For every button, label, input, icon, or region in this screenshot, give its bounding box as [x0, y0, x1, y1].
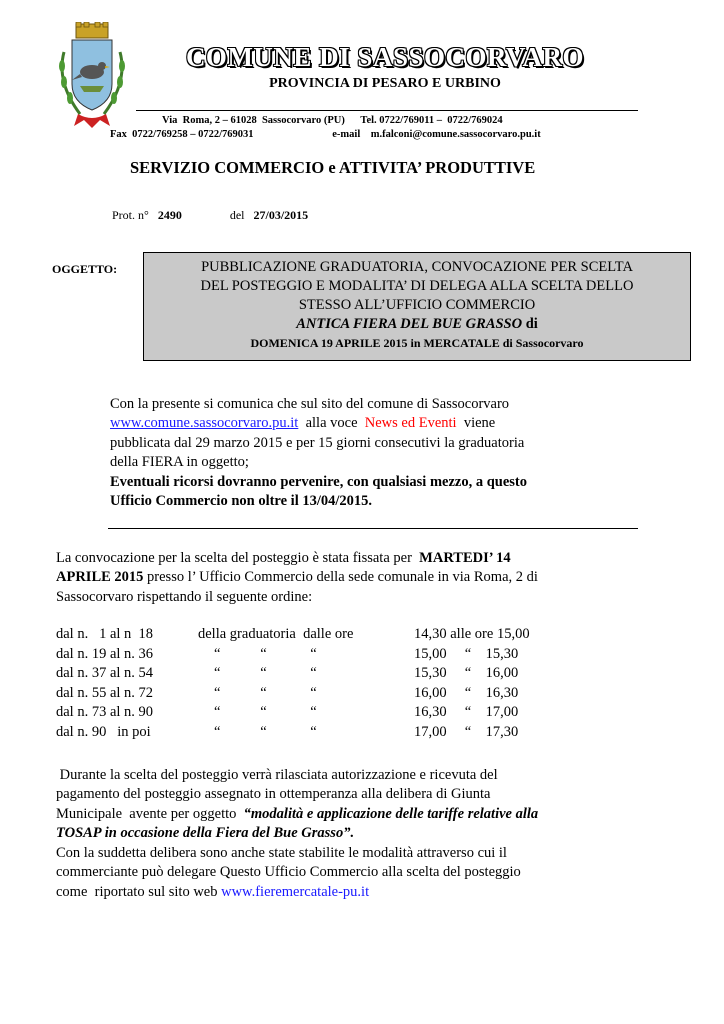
date-label: del: [229, 208, 245, 222]
schedule-row: [56, 626, 676, 646]
schedule-range: dal n. 55 al n. 72: [56, 684, 154, 701]
para2-line-1: [56, 549, 676, 569]
municipality-title: COMUNE DI SASSOCORVARO: [185, 42, 585, 72]
schedule-row: [56, 724, 676, 744]
schedule-mid: della graduatoria dalle ore: [198, 626, 354, 642]
schedule-list: [56, 626, 676, 743]
schedule-row: [56, 704, 676, 724]
schedule-mid: “ “ “: [214, 665, 317, 681]
schedule-time: 17,00 “ 17,30: [414, 723, 519, 740]
delibera-title: “modalità e applicazione delle tariffe relative alla: [243, 806, 539, 822]
schedule-time: 16,00 “ 16,30: [414, 684, 519, 701]
schedule-range: dal n. 37 al n. 54: [56, 665, 154, 681]
schedule-row: [56, 665, 676, 685]
subject-line-3: STESSO ALL’UFFICIO COMMERCIO: [298, 297, 536, 313]
para2-line-3: Sassocorvaro rispettando il seguente ordine:: [56, 589, 313, 605]
para1-line-1: Con la presente si comunica che sul sito del comune di Sassocorvaro: [110, 396, 510, 412]
subject-line-5: DOMENICA 19 APRILE 2015 in MERCATALE di Sassocorvaro: [250, 336, 584, 350]
para3-line-7: [56, 883, 676, 903]
convocation-month: APRILE 2015: [56, 569, 144, 585]
address-line-2: Fax 0722/769258 – 0722/769031 e-mail m.falconi@comune.sassocorvaro.pu.it: [110, 129, 541, 140]
para1-line-5: Eventuali ricorsi dovranno pervenire, con qualsiasi mezzo, a questo: [110, 474, 528, 490]
para1-line-2-mid: alla voce: [298, 415, 365, 431]
protocol-number: 2490: [157, 208, 182, 222]
para3-line-7-text: come riportato sul sito web: [56, 884, 222, 900]
para3-line-3: [56, 805, 676, 825]
schedule-time: 14,30 alle ore 15,00: [414, 626, 530, 642]
schedule-time: 15,30 “ 16,00: [414, 665, 519, 681]
schedule-mid: “ “ “: [214, 704, 317, 720]
subject-line-2: DEL POSTEGGIO E MODALITA’ DI DELEGA ALLA SCELTA DELLO: [200, 278, 634, 294]
para1-line-4: della FIERA in oggetto;: [110, 454, 249, 470]
municipal-coat-of-arms-logo: [50, 22, 134, 130]
para2-line-2-text: presso l’ Ufficio Commercio della sede comunale in via Roma, 2 di: [143, 569, 538, 585]
schedule-row: [56, 646, 676, 666]
convocation-day: MARTEDI’ 14: [419, 550, 511, 566]
schedule-mid: “ “ “: [214, 684, 317, 701]
para3-line-3-text: Municipale avente per oggetto: [56, 806, 244, 822]
subject-line-1: PUBBLICAZIONE GRADUATORIA, CONVOCAZIONE PER SCELTA: [201, 259, 633, 275]
event-name: ANTICA FIERA DEL BUE GRASSO: [296, 316, 523, 332]
schedule-mid: “ “ “: [214, 723, 317, 740]
subject-label: OGGETTO:: [52, 262, 118, 276]
schedule-range: dal n. 73 al n. 90: [56, 704, 154, 720]
header-divider: [136, 110, 638, 111]
schedule-time: 16,30 “ 17,00: [414, 704, 519, 720]
schedule-time: 15,00 “ 15,30: [414, 645, 519, 662]
service-heading: SERVIZIO COMMERCIO e ATTIVITA’ PRODUTTIVE: [130, 158, 536, 177]
province-name: PROVINCIA DI PESARO E URBINO: [269, 76, 501, 91]
section-divider: [108, 528, 638, 529]
protocol-line: [112, 208, 308, 223]
event-suffix: di: [525, 316, 538, 332]
news-events-link[interactable]: News ed Eventi: [364, 415, 457, 431]
para3-line-5: Con la suddetta delibera sono anche state stabilite le modalità attraverso cui il: [56, 845, 507, 861]
para1-line-3: pubblicata dal 29 marzo 2015 e per 15 giorni consecutivi la graduatoria: [110, 435, 525, 451]
para1-line-2-end: viene: [456, 415, 496, 431]
subject-line-4: [143, 316, 691, 333]
para1-line-6: Ufficio Commercio non oltre il 13/04/2015.: [110, 493, 373, 509]
schedule-range: dal n. 90 in poi: [56, 723, 151, 740]
protocol-date: 27/03/2015: [253, 208, 309, 222]
para2-line-1-text: La convocazione per la scelta del posteggio è stata fissata per: [56, 550, 420, 566]
fiere-website-link[interactable]: www.fieremercatale-pu.it: [221, 884, 370, 900]
para3-line-2: pagamento del posteggio assegnato in ottemperanza alla delibera di Giunta: [56, 786, 491, 802]
schedule-range: dal n. 19 al n. 36: [56, 645, 154, 662]
para3-line-4: TOSAP in occasione della Fiera del Bue Grasso”.: [56, 825, 355, 841]
para1-line-2: [110, 414, 650, 434]
para3-line-6: commerciante può delegare Questo Ufficio Commercio alla scelta del posteggio: [56, 864, 521, 880]
address-line-1: Via Roma, 2 – 61028 Sassocorvaro (PU) Tel. 0722/769011 – 0722/769024: [162, 115, 503, 126]
schedule-range: dal n. 1 al n 18: [56, 626, 154, 642]
schedule-mid: “ “ “: [214, 645, 317, 662]
schedule-row: [56, 685, 676, 705]
para2-line-2: [56, 568, 676, 588]
protocol-label: Prot. n°: [112, 208, 149, 222]
comune-website-link[interactable]: www.comune.sassocorvaro.pu.it: [110, 415, 299, 431]
para3-line-1: Durante la scelta del posteggio verrà rilasciata autorizzazione e ricevuta del: [56, 767, 498, 783]
